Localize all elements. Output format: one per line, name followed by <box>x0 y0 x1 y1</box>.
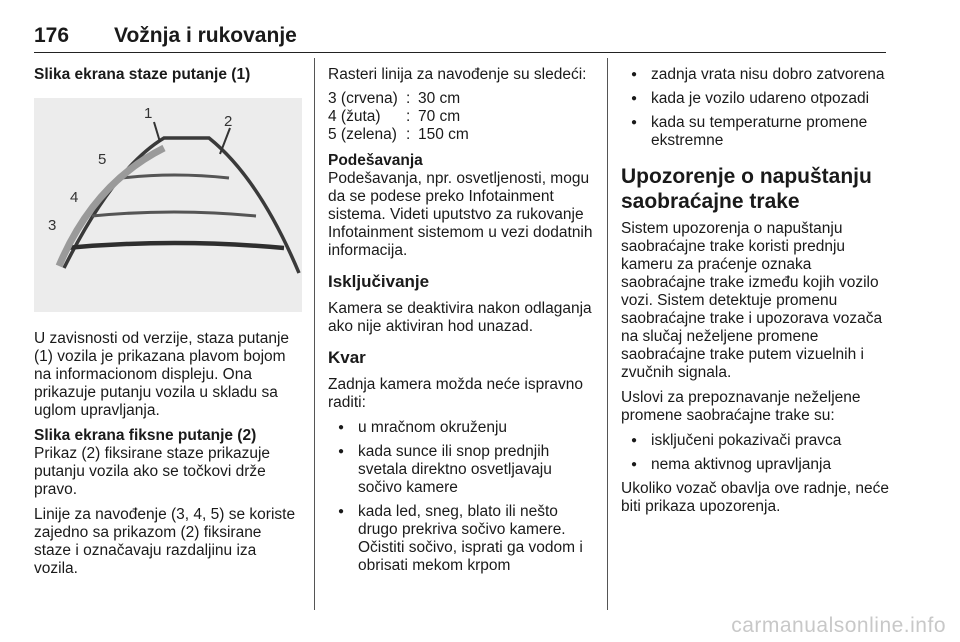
list-item: ● kada su temperaturne promene ekstremne <box>621 114 889 150</box>
figure-label-3: 3 <box>48 217 57 234</box>
figure-title: Slika ekrana staze putanje (1) <box>34 66 251 83</box>
rear-camera-guideline-figure <box>34 98 302 312</box>
list-item: ● isključeni pokazivači pravca <box>621 432 889 450</box>
distance-line-5 <box>122 175 229 178</box>
grid-row <box>328 126 596 144</box>
list-item: ● kada led, sneg, blato ili nešto drugo prekriva sočivo kamere. Očistiti sočivo, isprati ga vodom i obrisati mekom krpom <box>328 503 596 575</box>
column-2 <box>328 66 596 581</box>
conditions-text: Uslovi za prepoznavanje neželjene promene saobraćajne trake su: <box>621 389 861 424</box>
list-item: ● zadnja vrata nisu dobro zatvorena <box>621 66 889 84</box>
subtitle-fixed-path: Slika ekrana fiksne putanje (2) <box>34 427 257 444</box>
page-header <box>34 22 886 53</box>
list-item: ● kada je vozilo udareno otpozadi <box>621 90 889 108</box>
grid-label: 5 (zelena) <box>328 126 397 143</box>
leader-line-1 <box>154 122 160 142</box>
list-item: ● nema aktivnog upravljanja <box>621 456 889 474</box>
distance-line-3 <box>66 243 284 248</box>
conditions-list <box>621 432 889 474</box>
lane-departure-text: Sistem upozorenja o napuštanju saobraćajne trake koristi prednju kameru za praćenje oznaka saobraćajne trake između kojih vozilo vozi. Sistem detektuje promenu saobraćajne trake i upozorava vozača na slučaj neželjene promene saobraćajne trake putem vizuelnih i zvučnih signala. <box>621 220 883 381</box>
grid-row <box>328 90 596 108</box>
chapter-title: Vožnja i rukovanje <box>114 24 297 47</box>
deactivation-text: Kamera se deaktivira nakon odlaganja ako nije aktiviran hod unazad. <box>328 300 592 335</box>
grid-separator: : <box>406 126 411 143</box>
list-item: ● u mračnom okruženju <box>328 419 596 437</box>
list-item: ● kada sunce ili snop prednjih svetala direktno osvetljavaju sočivo kamere <box>328 443 596 497</box>
guideline-illustration <box>34 98 302 312</box>
figure-label-1: 1 <box>144 105 153 122</box>
watermark: carmanualsonline.info <box>731 614 946 637</box>
guideline-grid-table <box>328 90 596 144</box>
grid-value: 30 cm <box>418 90 461 107</box>
settings-text: Podešavanja, npr. osvetljenosti, mogu da se podese preko Infotainment sistema. Videti uputstvo za rukovanje Infotainment sistemom u vezi dodatnih informacija. <box>328 170 593 259</box>
grid-label: 4 (žuta) <box>328 108 381 125</box>
grid-row <box>328 108 596 126</box>
paragraph-guidelines: Linije za navođenje (3, 4, 5) se koriste zajedno sa prikazom (2) fiksirane staze i označavaju razdaljinu iza vozila. <box>34 506 296 577</box>
grid-value: 70 cm <box>418 108 461 125</box>
grid-value: 150 cm <box>418 126 469 143</box>
distance-line-4 <box>92 212 256 216</box>
deactivation-title: Isključivanje <box>328 272 430 291</box>
column-3 <box>621 66 889 523</box>
settings-title: Podešavanja <box>328 152 423 169</box>
grid-separator: : <box>406 108 411 125</box>
lane-departure-title: Upozorenje o napuštanju saobraćajne trake <box>621 165 872 213</box>
fault-text: Zadnja kamera možda neće ispravno raditi: <box>328 376 584 411</box>
figure-label-5: 5 <box>98 151 107 168</box>
grid-label: 3 (crvena) <box>328 90 398 107</box>
fault-list <box>328 419 596 575</box>
figure-label-2: 2 <box>224 113 233 130</box>
grid-separator: : <box>406 90 411 107</box>
fault-title: Kvar <box>328 348 366 367</box>
page-number: 176 <box>34 24 70 47</box>
column-divider-1 <box>314 58 315 610</box>
column-divider-2 <box>607 58 608 610</box>
figure-label-4: 4 <box>70 189 79 206</box>
closing-text: Ukoliko vozač obavlja ove radnje, neće biti prikaza upozorenja. <box>621 480 889 515</box>
paragraph-path-display: U zavisnosti od verzije, staza putanje (1) vozila je prikazana plavom bojom na informacionom displeju. Ona prikazuje putanju vozila u skladu sa uglom upravljanja. <box>34 330 290 419</box>
fault-list-continued <box>621 66 889 150</box>
grid-intro: Rasteri linija za navođenje su sledeći: <box>328 66 587 83</box>
paragraph-fixed-path: Prikaz (2) fiksirane staze prikazuje putanju vozila ako se točkovi drže pravo. <box>34 445 271 498</box>
column-1 <box>34 66 302 585</box>
